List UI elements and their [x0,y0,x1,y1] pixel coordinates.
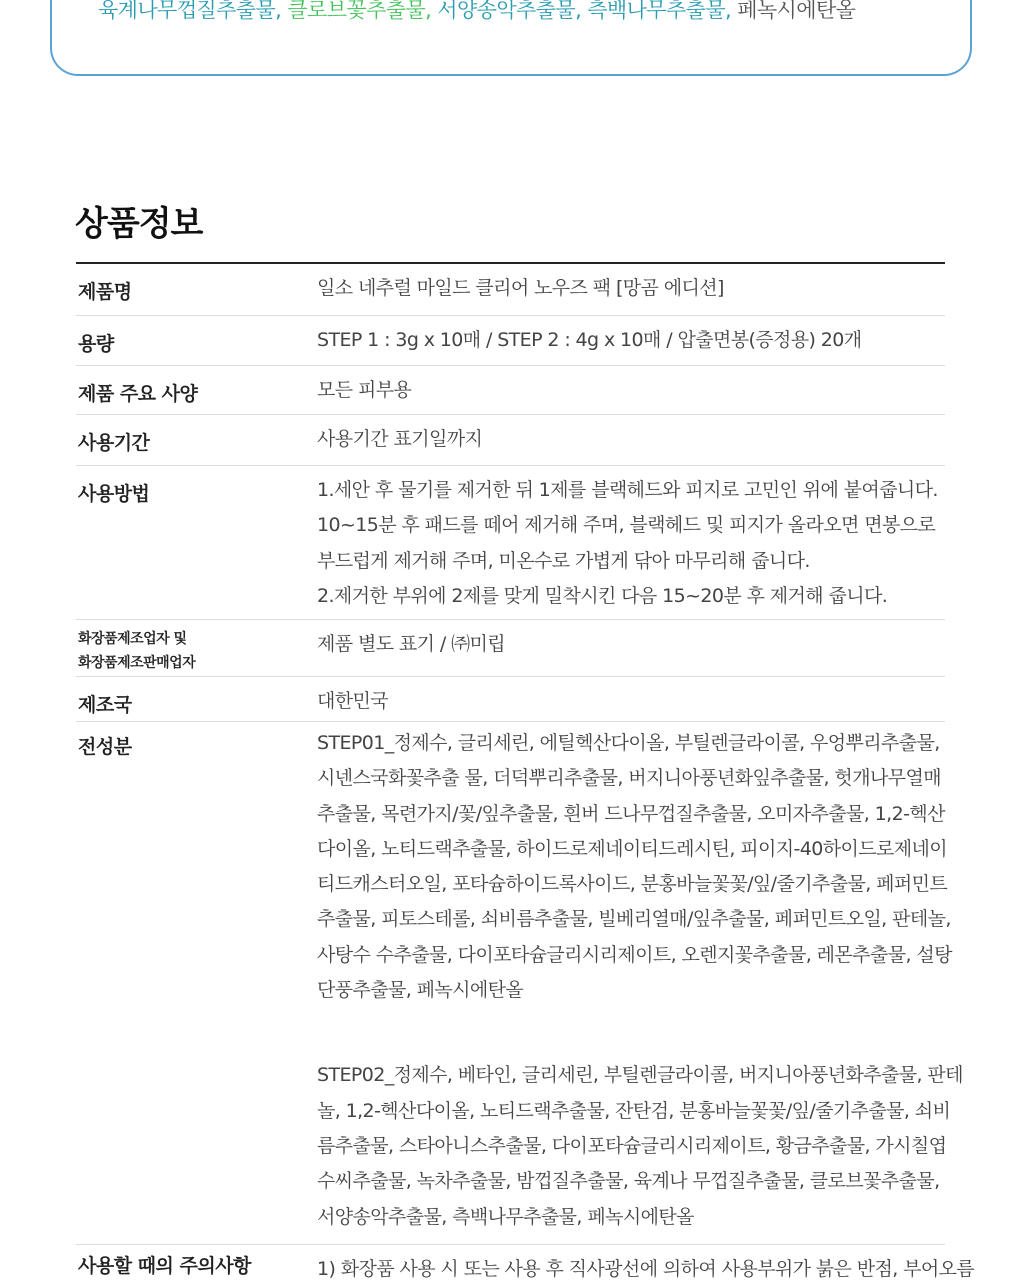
value-line: 사용기간 표기일까지 [317,428,483,450]
value-line: 제품 별도 표기 / ㈜미립 [317,633,505,655]
row-value-period [317,409,945,465]
value-line: 2.제거한 부위에 2제를 맞게 밀착시킨 다음 15~20분 후 제거해 줍니다. [317,584,888,607]
value-line: STEP01_정제수, 글리세린, 에틸헥산다이올, 부틸렌글라이콜, 우엉뿌리추출물, [317,732,940,754]
value-line: STEP 1 : 3g x 10매 / STEP 2 : 4g x 10매 / 압출면봉(증정용) 20개 [317,329,862,351]
value-line: 사탕수 수추출물, 다이포타슘글리시리제이트, 오렌지꽃추출물, 레몬추출물, 설탕 [317,943,952,966]
row-label-caution: 사용할 때의 주의사항 [78,1255,251,1277]
table-row [76,620,945,677]
value-line: 모든 피부용 [317,379,412,401]
value-line: 1.세안 후 물기를 제거한 뒤 1제를 블랙헤드와 피지로 고민인 위에 붙여줍니다. [317,479,938,501]
section-title: 상품정보 [75,204,203,244]
row-label-ingredients: 전성분 [78,736,132,758]
row-value-spec [317,360,945,414]
row-value-usage [317,460,945,619]
value-line: 티드캐스터오일, 포타슘하이드록사이드, 분홍바늘꽃꽃/잎/줄기추출물, 페퍼민트 [317,873,948,896]
label-line: 화장품제조판매업자 [78,655,196,671]
value-line: 름추출물, 스타아니스추출물, 다이포타슘글리시리제이트, 황금추출물, 가시칠엽 [317,1134,947,1157]
value-line: 시넨스국화꽃추출 물, 더덕뿌리추출물, 버지니아풍년화잎추출물, 헛개나무열매 [317,767,941,790]
row-label-country: 제조국 [78,694,132,716]
table-row [76,466,945,620]
row-label-manufacturer [76,620,317,676]
row-value-country [317,671,945,721]
row-value-caution [317,1239,974,1280]
value-line: STEP02_정제수, 베타인, 글리세린, 부틸렌글라이콜, 버지니아풍년화추출물, 판테 [317,1064,963,1087]
value-line: 대한민국 [317,690,389,712]
value-line: 수씨추출물, 녹차추출물, 밤껍질추출물, 육계나 무껍질추출물, 클로브꽃추출물, [317,1170,940,1193]
value-line: 추출물, 목련가지/꽃/잎추출물, 흰버 드나무껍질추출물, 오미자추출물, 1,2-헥산 [317,802,945,825]
product-info-table [76,262,975,1280]
row-label-usage: 사용방법 [78,483,150,505]
table-row [76,722,963,1245]
value-line: 서양송악추출물, 측백나무추출물, 페녹시에탄올 [317,1205,694,1228]
table-row [76,264,945,316]
row-label-product-name: 제품명 [78,281,132,303]
highlight-segment: 육계나무껍질추출물, [98,0,288,22]
value-line: 놀, 1,2-헥산다이올, 노티드랙추출물, 잔탄검, 분홍바늘꽃꽃/잎/줄기추출물, 쇠비 [317,1099,951,1122]
row-value-manufacturer [317,614,945,676]
row-label-spec: 제품 주요 사양 [78,383,198,405]
row-value-volume [317,310,945,365]
value-line: 단풍추출물, 페녹시에탄올 [317,979,524,1002]
table-row [76,1245,975,1280]
row-label-period: 사용기간 [78,432,150,454]
value-line: 10~15분 후 패드를 떼어 제거해 주며, 블랙헤드 및 피지가 올라오면 면봉으로 [317,514,936,537]
highlight-segment: 측백나무추출물, [587,0,738,22]
table-row [76,415,945,466]
table-row [76,366,945,415]
highlight-segment: 페녹시에탄올 [737,0,856,22]
row-value-ingredients [317,716,963,1244]
paragraph-gap [317,1008,963,1058]
row-label-volume: 용량 [78,333,114,355]
value-line: 1) 화장품 사용 시 또는 사용 후 직사광선에 의하여 사용부위가 붉은 반점, 부어오름 [317,1258,975,1280]
value-line: 일소 네추럴 마일드 클리어 노우즈 팩 [망곰 에디션] [317,277,724,299]
value-line: 다이올, 노티드랙추출물, 하이드로제네이티드레시틴, 피이지-40하이드로제네이 [317,837,947,860]
table-row [76,316,945,366]
row-value-product-name [317,258,945,315]
highlight-segment: 클로브꽃추출물, [287,0,438,22]
value-line: 추출물, 피토스테롤, 쇠비름추출물, 빌베리열매/잎추출물, 페퍼민트오일, 판테놀, [317,908,951,931]
label-line: 화장품제조업자 및 [78,631,187,647]
highlight-segment: 서양송악추출물, [437,0,588,22]
value-line: 부드럽게 제거해 주며, 미온수로 가볍게 닦아 마무리해 줍니다. [317,549,810,572]
highlight-ingredients [98,0,938,25]
